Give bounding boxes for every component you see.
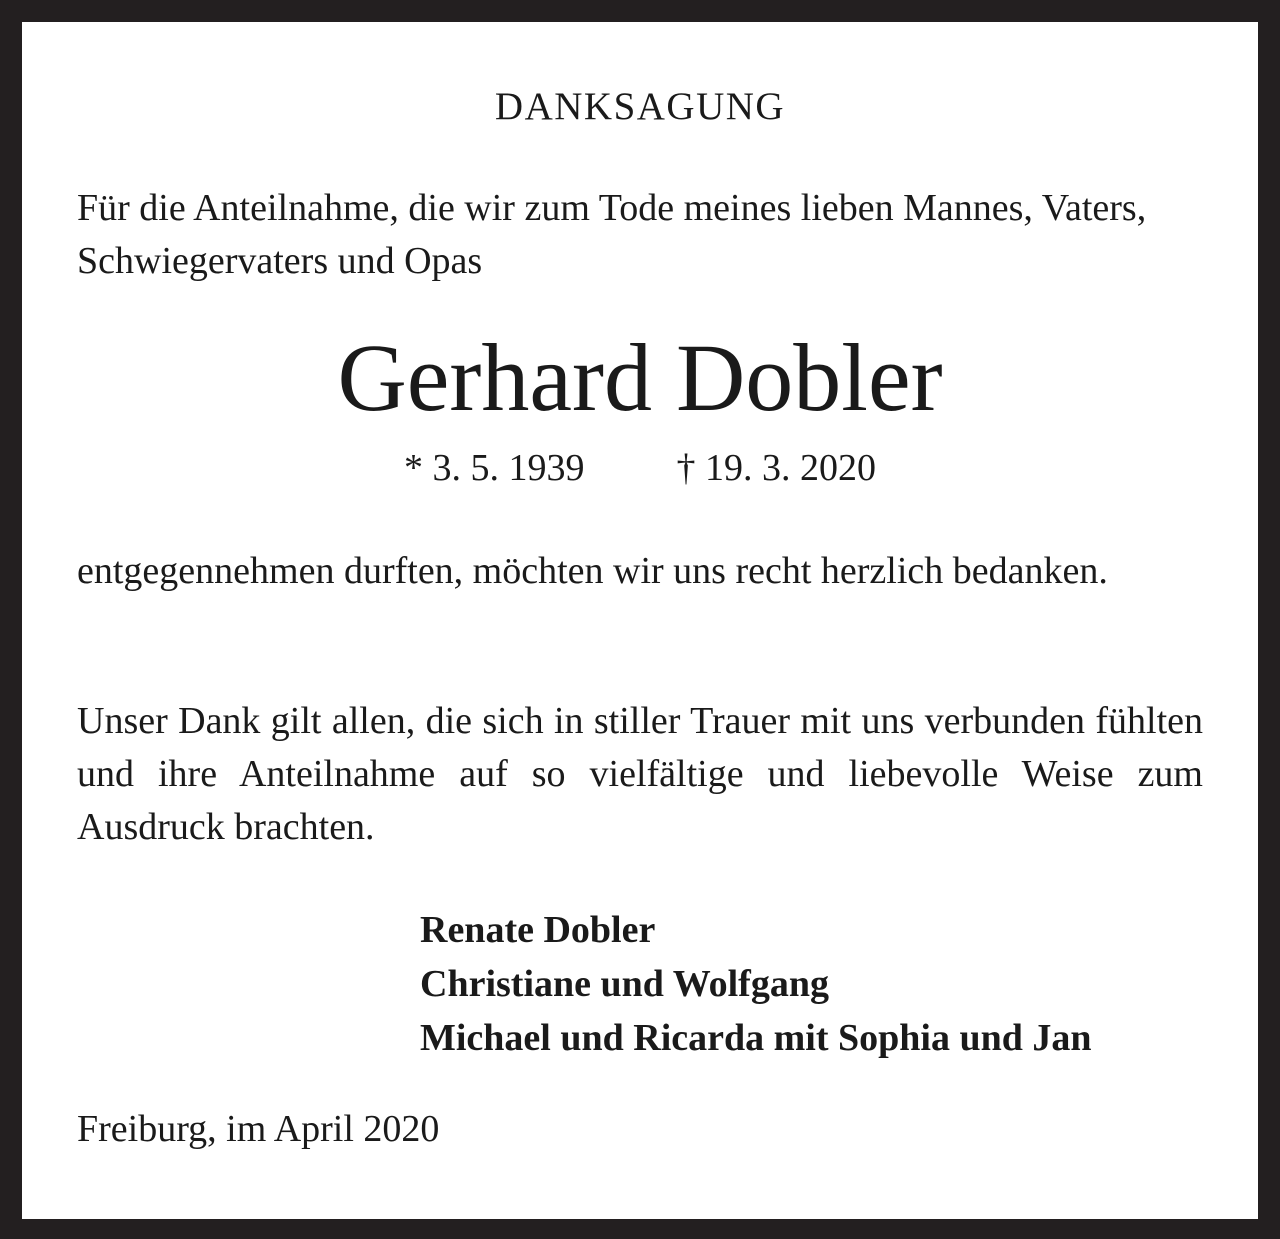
intro-text: Für die Anteilnahme, die wir zum Tode meines lieben Mannes, Vaters, Schwiegervaters und Opas	[77, 187, 1147, 282]
thanks-paragraph-2: Unser Dank gilt allen, die sich in stiller Trauer mit uns verbunden fühlten und ihre Anteilnahme auf so vielfältige und liebevolle Weise zum Ausdruck brachten.	[77, 700, 1203, 848]
signer: Michael und Ricarda mit Sophia und Jan	[420, 1017, 1092, 1059]
life-dates	[0, 446, 1280, 490]
thanks-paragraph-1: entgegennehmen durften, möchten wir uns recht herzlich bedanken.	[77, 550, 1108, 592]
signer: Christiane und Wolfgang	[420, 963, 829, 1005]
place-date: Freiburg, im April 2020	[77, 1108, 440, 1150]
deceased-name: Gerhard Dobler	[337, 324, 943, 431]
notice-heading: DANKSAGUNG	[494, 85, 786, 128]
birth-date: * 3. 5. 1939	[404, 447, 585, 489]
signers-list	[420, 903, 1091, 1065]
death-date: † 19. 3. 2020	[676, 447, 876, 489]
signer: Renate Dobler	[420, 909, 656, 951]
